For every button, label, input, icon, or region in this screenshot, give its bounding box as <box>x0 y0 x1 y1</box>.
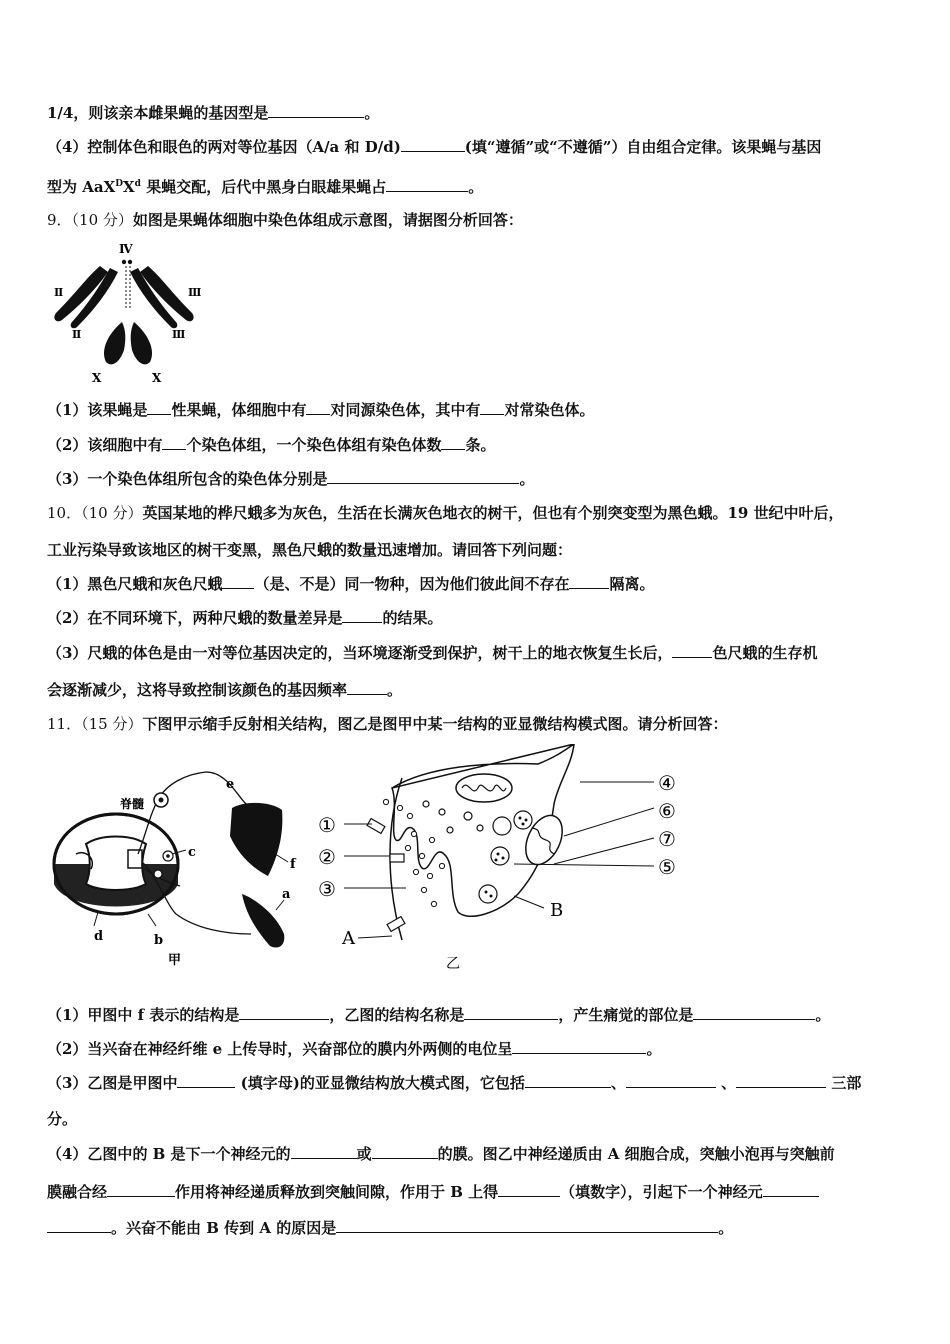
q8-cont-text: 1/4，则该亲本雌果蝇的基因型是 <box>47 104 269 122</box>
q9-p1-blank-3[interactable] <box>480 400 504 415</box>
q11-p4-blank-6[interactable] <box>336 1218 718 1233</box>
q10-p1-text-b: （是、不是）同一物种，因为他们彼此间不存在 <box>254 575 570 593</box>
label-e: e <box>226 777 235 792</box>
q11-stem <box>47 714 910 734</box>
q10-p1-blank-1[interactable] <box>222 574 254 589</box>
q10-stem-line2 <box>47 540 910 560</box>
q10-p3-text-b: 色尺蛾的生存机 <box>712 644 818 662</box>
q9-p1-blank-2[interactable] <box>306 400 330 415</box>
chromosome-x-pair <box>104 322 152 364</box>
q11-p4-text-d: 膜融合经 <box>47 1183 108 1201</box>
q11-p4-text-g: 。兴奋不能由 B 传到 A 的原因是 <box>111 1219 337 1237</box>
q8-p4-blank-2[interactable] <box>386 177 468 192</box>
q10-stem-text-1: 英国某地的桦尺蛾多为灰色，生活在长满灰色地衣的树干，但也有个别突变型为黑色蛾。19 世纪中叶后， <box>142 504 844 522</box>
comma: 、 <box>715 1074 737 1092</box>
q10-p2-text-a: （2）在不同环境下，两种尺蛾的数量差异是 <box>47 609 343 627</box>
caption-yi: 乙 <box>446 956 460 972</box>
q9-p1-text-d: 对常染色体。 <box>504 401 595 419</box>
q10-part3-line2 <box>47 680 910 700</box>
q10-part3-line1 <box>47 643 910 663</box>
q11-p4-blank-1[interactable] <box>291 1144 357 1159</box>
q9-p2-text-a: （2）该细胞中有 <box>47 436 163 454</box>
label-ii-right: Ⅱ <box>72 328 82 341</box>
q9-p1-text-a: （1）该果蝇是 <box>47 401 148 419</box>
label-5: ⑤ <box>658 855 676 879</box>
q11-p4-blank-2[interactable] <box>372 1144 438 1159</box>
q8-p4-text-b: (填“遵循”或“不遵循”）自由组合定律。该果蝇与基因 <box>464 138 822 156</box>
q10-part2 <box>47 608 910 628</box>
q9-p3-text-a: （3）一个染色体组所包含的染色体分别是 <box>47 470 328 488</box>
q9-p3-blank[interactable] <box>327 469 519 484</box>
q10-number: 10．（10 分） <box>47 504 143 522</box>
q11-p1-text-a: （1）甲图中 f 表示的结构是 <box>47 1006 240 1024</box>
muscle-effector-a <box>242 894 284 948</box>
q11-p2-blank[interactable] <box>512 1039 646 1054</box>
q9-part2 <box>47 435 910 455</box>
label-1: ① <box>318 813 336 837</box>
q8-part4-line1 <box>47 137 910 157</box>
q8-p4-sup-d-lower: d <box>134 179 141 189</box>
label-x-right: X <box>152 371 162 385</box>
q9-stem <box>47 210 910 230</box>
q10-p3-blank-2[interactable] <box>347 680 387 695</box>
q11-p3-text-a: （3）乙图是甲图中 <box>47 1074 178 1092</box>
label-spinal-cord: 脊髓 <box>120 797 145 811</box>
q11-p4-blank-4[interactable] <box>498 1182 560 1197</box>
label-A: A <box>342 928 355 949</box>
label-b: b <box>154 933 164 948</box>
q11-p4-text-b: 或 <box>356 1145 372 1163</box>
q11-part3-line1 <box>47 1073 910 1093</box>
q10-p3-text-c: 会逐渐减少，这将导致控制该颜色的基因频率 <box>47 681 348 699</box>
mitochondrion-top <box>456 774 512 802</box>
comma: 、 <box>610 1074 626 1092</box>
q10-p3-blank-1[interactable] <box>672 643 712 658</box>
q11-p4-text-f: （填数字），引起下一个神经元 <box>560 1183 763 1201</box>
q10-p1-text-a: （1）黑色尺蛾和灰色尺蛾 <box>47 575 223 593</box>
period: 。 <box>468 178 484 196</box>
q8-part4-line2 <box>47 174 910 197</box>
q8-p4-text-a: （4）控制体色和眼色的两对等位基因（A/a 和 D/d) <box>47 138 401 156</box>
q11-p1-blank-1[interactable] <box>239 1005 329 1020</box>
q8-p4-text-c: 果蝇交配，后代中黑身白眼雄果蝇占 <box>140 178 387 196</box>
q11-part4-line2 <box>47 1182 910 1202</box>
period: 。 <box>718 1219 734 1237</box>
period: 。 <box>519 470 535 488</box>
q10-part1 <box>47 574 910 594</box>
label-x-left: X <box>92 371 102 385</box>
q11-p4-blank-5-cont[interactable] <box>47 1218 111 1233</box>
q11-p1-text-c: ，产生痛觉的部位是 <box>558 1006 694 1024</box>
q11-p3-blank-2[interactable] <box>525 1073 611 1088</box>
q11-number: 11．（15 分） <box>47 715 143 733</box>
period: 。 <box>364 104 380 122</box>
q11-p4-blank-3[interactable] <box>107 1182 175 1197</box>
q8-p4-genotype-a: 型为 AaX <box>47 178 116 196</box>
q10-p2-blank[interactable] <box>342 608 382 623</box>
label-B: B <box>550 900 564 921</box>
q11-p3-text-f: 分。 <box>47 1110 78 1128</box>
label-2: ② <box>318 845 336 869</box>
label-iii-right: Ⅲ <box>172 328 186 341</box>
q8-continuation <box>47 103 910 123</box>
period: 。 <box>646 1040 662 1058</box>
q9-p1-text-c: 对同源染色体，其中有 <box>330 401 481 419</box>
label-iii-left: Ⅲ <box>188 286 202 299</box>
q10-p3-text-a: （3）尺蛾的体色是由一对等位基因决定的，当环境逐渐受到保护，树干上的地衣恢复生长后， <box>47 644 673 662</box>
q11-part2 <box>47 1039 910 1059</box>
label-7: ⑦ <box>658 827 676 851</box>
label-d: d <box>94 929 104 944</box>
label-iv: Ⅳ <box>119 242 133 256</box>
q9-p2-text-c: 条。 <box>465 436 496 454</box>
label-6: ⑥ <box>658 799 676 823</box>
q9-part1 <box>47 400 910 420</box>
q11-p1-blank-2[interactable] <box>464 1005 558 1020</box>
caption-jia: 甲 <box>168 953 182 968</box>
q11-p3-blank-3[interactable] <box>626 1073 716 1088</box>
q10-p2-text-b: 的结果。 <box>382 609 443 627</box>
q11-stem-text: 下图甲示缩手反射相关结构，图乙是图甲中某一结构的亚显微结构模式图。请分析回答： <box>142 715 728 733</box>
q11-p3-text-e: 三部 <box>826 1074 862 1092</box>
q9-number: 9．（10 分） <box>47 211 133 229</box>
q8-p4-genotype-x: X <box>123 178 135 196</box>
q10-stem-text-2: 工业污染导致该地区的树干变黑，黑色尺蛾的数量迅速增加。请回答下列问题： <box>47 541 573 559</box>
chromosome-ii-pair <box>54 266 118 328</box>
q11-p2-text-a: （2）当兴奋在神经纤维 e 上传导时，兴奋部位的膜内外两侧的电位呈 <box>47 1040 513 1058</box>
label-f: f <box>290 857 296 872</box>
q11-p3-blank-4[interactable] <box>736 1073 826 1088</box>
q11-part4-line1 <box>47 1144 910 1164</box>
chromosome-iii-pair <box>130 266 194 328</box>
q10-stem-line1 <box>47 503 916 523</box>
label-4: ④ <box>658 771 676 795</box>
q9-p2-blank-2[interactable] <box>441 435 465 450</box>
q11-part3-line2 <box>47 1109 910 1129</box>
q8-genotype-blank[interactable] <box>268 103 364 118</box>
label-3: ③ <box>318 877 336 901</box>
q9-p2-blank-1[interactable] <box>162 435 186 450</box>
q11-p3-blank-1[interactable] <box>177 1073 235 1088</box>
q11-p1-text-b: ，乙图的结构名称是 <box>329 1006 465 1024</box>
q9-p2-text-b: 个染色体组，一个染色体组有染色体数 <box>186 436 442 454</box>
spinal-cord-section <box>54 814 178 914</box>
q11-p4-text-a: （4）乙图中的 B 是下一个神经元的 <box>47 1145 291 1163</box>
q10-p1-text-c: 隔离。 <box>609 575 655 593</box>
q11-p3-text-b: (填字母)的亚显微结构放大模式图，它包括 <box>235 1074 525 1092</box>
label-c: c <box>188 845 196 860</box>
period: 。 <box>815 1006 831 1024</box>
skin-receptor-f <box>230 803 282 876</box>
q11-p1-blank-3[interactable] <box>693 1005 815 1020</box>
q9-chromosome-figure <box>48 238 208 388</box>
q11-p4-blank-5[interactable] <box>763 1182 819 1197</box>
q11-part4-line3 <box>47 1218 910 1238</box>
q11-part1 <box>47 1005 910 1025</box>
q9-part3 <box>47 469 910 489</box>
q11-figure-jia-reflex-arc <box>46 764 306 974</box>
q9-stem-text: 如图是果蝇体细胞中染色体组成示意图，请据图分析回答： <box>132 211 523 229</box>
q9-p1-blank-1[interactable] <box>147 400 171 415</box>
q8-p4-sup-d: D <box>115 179 124 189</box>
label-ii-left: Ⅱ <box>54 286 64 299</box>
label-a: a <box>282 887 291 902</box>
q11-p4-text-c: 的膜。图乙中神经递质由 A 细胞合成，突触小泡再与突触前 <box>437 1145 835 1163</box>
q9-p1-text-b: 性果蝇，体细胞中有 <box>171 401 307 419</box>
q11-figure-yi-synapse <box>318 744 698 974</box>
q8-p4-blank-1[interactable] <box>401 137 465 152</box>
period: 。 <box>387 681 403 699</box>
q11-p4-text-e: 作用将神经递质释放到突触间隙，作用于 B 上得 <box>175 1183 499 1201</box>
chromosome-iv <box>122 260 132 308</box>
q10-p1-blank-2[interactable] <box>569 574 609 589</box>
